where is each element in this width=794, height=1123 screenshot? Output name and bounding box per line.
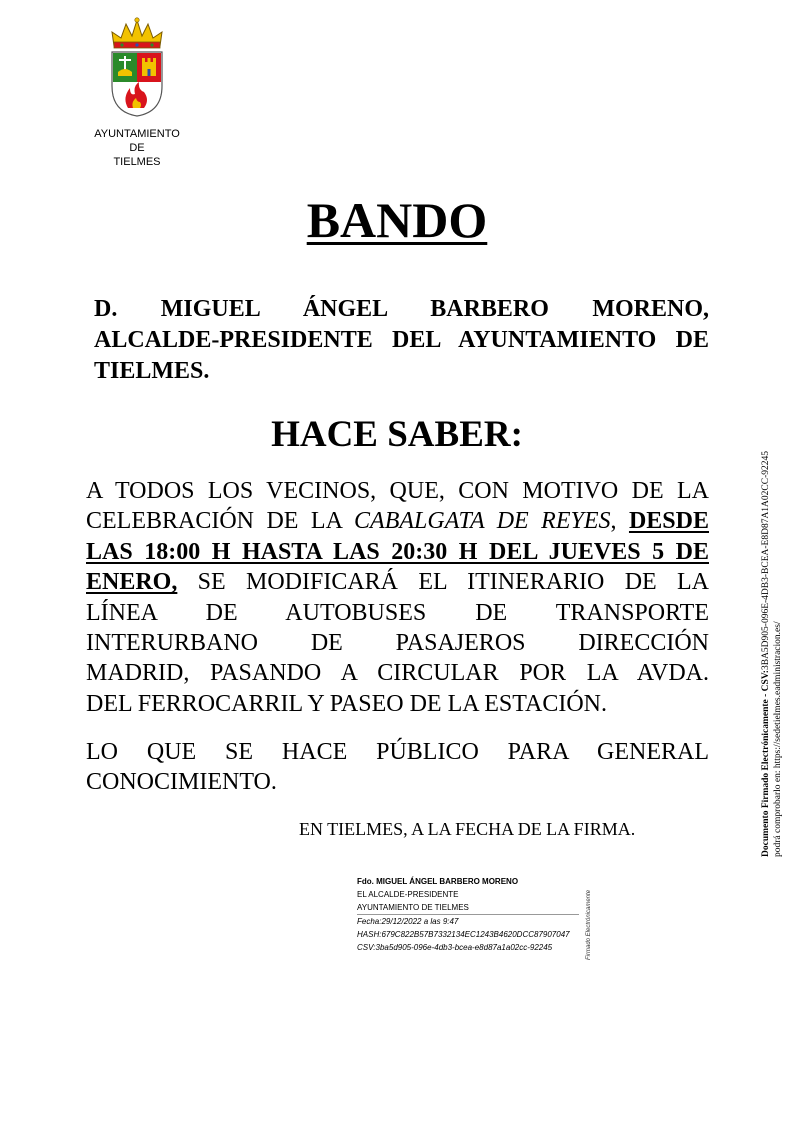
highlighted-schedule: DESDE bbox=[628, 508, 709, 535]
signer-entity: AYUNTAMIENTO DE TIELMES bbox=[357, 901, 579, 915]
body-line: CONOCIMIENTO. bbox=[86, 769, 277, 796]
mayor-line: D. MIGUEL ÁNGEL BARBERO MORENO, bbox=[94, 296, 709, 322]
csv-line bbox=[760, 451, 772, 857]
body-line bbox=[86, 567, 709, 597]
csv-label: Documento Firmado Electrónicamente - CSV: bbox=[761, 670, 771, 857]
body-line: MADRID, PASANDO A CIRCULAR POR LA AVDA. bbox=[86, 660, 709, 687]
body-text: SE MODIFICARÁ EL ITINERARIO DE LA bbox=[177, 569, 709, 596]
organization-line: DE bbox=[129, 142, 145, 154]
announcement-body bbox=[86, 476, 709, 719]
highlighted-schedule: ENERO, bbox=[86, 569, 178, 596]
body-line: LO QUE SE HACE PÚBLICO PARA GENERAL bbox=[86, 739, 709, 765]
body-line bbox=[86, 537, 709, 567]
signature-hash: HASH:679C822B57B7332134EC1243B4620DCC87907047 bbox=[357, 930, 570, 939]
highlighted-schedule: LAS 18:00 H HASTA LAS 20:30 H DEL JUEVES 5 DE bbox=[86, 538, 709, 565]
verify-url[interactable]: podrá comprobarlo en: https://sedetielmes.eadministracion.es/ bbox=[773, 621, 783, 857]
body-text: CELEBRACIÓN DE LA bbox=[86, 508, 355, 535]
csv-code: 3BA5D905-096E-4DB3-BCEA-E8D87A1A02CC-92245 bbox=[761, 450, 771, 671]
mayor-line: TIELMES. bbox=[94, 358, 210, 384]
signature-date: Fecha:29/12/2022 a las 9:47 bbox=[357, 917, 459, 926]
mayor-heading bbox=[94, 294, 709, 387]
body-line: DEL FERROCARRIL Y PASEO DE LA ESTACIÓN. bbox=[86, 690, 608, 717]
organization-line: TIELMES bbox=[113, 156, 161, 168]
closing-paragraph bbox=[86, 737, 709, 798]
coat-of-arms-icon bbox=[106, 16, 168, 118]
organization-name bbox=[78, 127, 196, 169]
announcement-heading: HACE SABER: bbox=[271, 414, 523, 455]
organization-line: AYUNTAMIENTO bbox=[94, 128, 180, 140]
signer-name: Fdo. MIGUEL ÁNGEL BARBERO MORENO bbox=[357, 877, 519, 886]
electronic-signature-note bbox=[760, 451, 784, 857]
signer-role: EL ALCALDE-PRESIDENTE bbox=[357, 890, 459, 899]
body-line bbox=[86, 506, 709, 536]
signature-block bbox=[357, 875, 582, 954]
event-name: CABALGATA DE REYES bbox=[354, 508, 611, 535]
body-line: INTERURBANO DE PASAJEROS DIRECCIÓN bbox=[86, 630, 709, 657]
mayor-line: ALCALDE-PRESIDENTE DEL AYUNTAMIENTO DE bbox=[94, 327, 709, 353]
signature-side-label: Firmado Electrónicamente bbox=[586, 889, 592, 960]
body-line: A TODOS LOS VECINOS, QUE, CON MOTIVO DE LA bbox=[86, 478, 709, 504]
document-title: BANDO bbox=[306, 192, 488, 248]
signature-csv: CSV:3ba5d905-096e-4db3-bcea-e8d87a1a02cc-92245 bbox=[357, 943, 553, 952]
body-text: , bbox=[610, 508, 629, 535]
body-line: LÍNEA DE AUTOBUSES DE TRANSPORTE bbox=[86, 599, 709, 626]
place-and-date: EN TIELMES, A LA FECHA DE LA FIRMA. bbox=[299, 819, 636, 839]
